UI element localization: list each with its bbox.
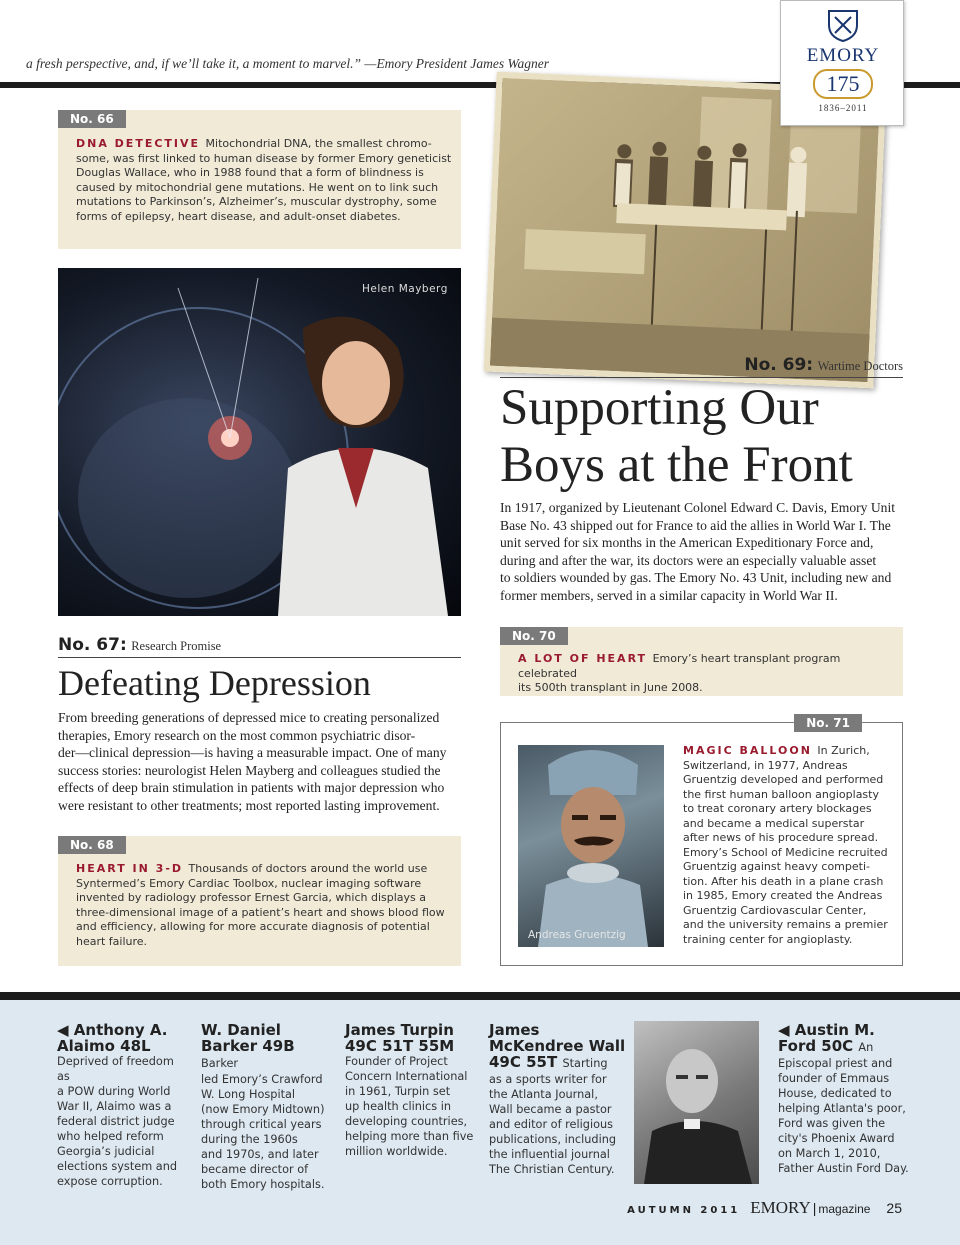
name-line: Alaimo 48L <box>57 1037 151 1055</box>
alumnus-name <box>57 1022 189 1054</box>
text-line: Mitochondrial DNA, the smallest chromo- <box>205 137 432 150</box>
strip-rule <box>0 992 960 1000</box>
description-start: Starting <box>562 1057 608 1070</box>
description-start: Barker <box>201 1057 239 1070</box>
brain-scan-illustration <box>58 268 461 616</box>
item-68-text <box>76 862 456 949</box>
name-line: James Turpin <box>345 1021 454 1039</box>
text-line: mutations to Parkinson’s, Alzheimer’s, muscular dystrophy, some <box>76 195 437 208</box>
alumnus-description: Episcopal priest and founder of Emmaus House, dedicated to helping Atlanta's poor, Ford was given the city's Phoenix Award on March 1, 2010, Father Austin Ford Day. <box>778 1057 909 1175</box>
photo-caption: Helen Mayberg <box>362 283 448 295</box>
text-line: Switzerland, in 1977, Andreas <box>683 758 848 772</box>
text-line: after news of his procedure spread. <box>683 831 879 844</box>
text-line: to treat coronary artery blockages <box>683 802 872 815</box>
emory-175-logo <box>780 0 904 126</box>
text-line: three-dimensional image of a patient’s heart and shows blood flow <box>76 905 445 919</box>
text-line: were resistant to other treatments; most reported lasting improvement. <box>58 797 440 813</box>
pull-quote: a fresh perspective, and, if we’ll take it, a moment to marvel.” —Emory President James Wagner <box>26 56 550 71</box>
issue-season: AUTUMN 2011 <box>627 1205 741 1216</box>
helen-mayberg-photo <box>58 268 461 616</box>
item-number: No. 67: <box>58 635 127 655</box>
text-line: der—clinical depression—is having a measurable impact. One of many <box>58 745 447 760</box>
name-line: McKendree Wall <box>489 1037 626 1055</box>
name-line: Barker 49B <box>201 1037 295 1055</box>
text-line: therapies, Emory research on the most common psychiatric disor- <box>58 727 416 743</box>
item-number: No. 69: <box>744 355 814 375</box>
item-70-box <box>500 627 903 696</box>
alumnus-wall <box>489 1022 629 1177</box>
item-69-title <box>500 380 853 494</box>
name-line: Austin M. <box>794 1021 875 1039</box>
item-lead: HEART IN 3-D <box>76 862 184 875</box>
arrow-left-icon: ◀ <box>57 1021 69 1039</box>
logo-wordmark: EMORY <box>806 45 880 66</box>
item-number-tag: No. 68 <box>58 836 126 854</box>
text-line: and efficiency, allowing for more accurate diagnosis of potential <box>76 920 430 933</box>
name-line: Ford 50C <box>778 1037 854 1055</box>
alumnus-ford <box>778 1022 910 1176</box>
item-67-header <box>58 635 461 658</box>
alumnus-alaimo <box>57 1022 189 1189</box>
alumnus-name <box>345 1022 477 1054</box>
alumnus-name <box>201 1022 333 1072</box>
item-number-tag: No. 70 <box>500 627 568 645</box>
item-lead: MAGIC BALLOON <box>683 744 812 757</box>
logo-years: 1836–2011 <box>818 103 868 113</box>
text-line: Base No. 43 shipped out for France to aid the allies in World War I. The <box>500 517 891 533</box>
text-line: heart failure. <box>76 934 148 948</box>
item-69-header <box>500 355 903 378</box>
item-69-body <box>500 499 910 604</box>
text-line: during and after the war, its doctors were an especially valuable asset <box>500 552 877 568</box>
text-line: Emory’s heart transplant program celebrated <box>518 652 841 680</box>
text-line: invented by radiology professor Ernest Garcia, which displays a <box>76 891 426 904</box>
item-category: Wartime Doctors <box>817 359 903 373</box>
text-line: training center for angioplasty. <box>683 932 853 946</box>
text-line: success stories: neurologist Helen Mayberg and colleagues studied the <box>58 762 441 778</box>
text-line: Thousands of doctors around the world use <box>188 862 428 875</box>
item-70-text <box>518 652 898 696</box>
text-line: Gruentzig developed and performed <box>683 773 884 786</box>
item-number-tag: No. 71 <box>794 714 862 732</box>
item-67-body <box>58 709 468 814</box>
item-lead: DNA DETECTIVE <box>76 137 201 150</box>
magazine-brand: EMORY | magazine <box>750 1198 871 1217</box>
text-line: forms of epilepsy, heart disease, and adult-onset diabetes. <box>76 209 401 223</box>
name-line: James <box>489 1021 540 1039</box>
alumnus-description: led Emory’s Crawford W. Long Hospital (now Emory Midtown) through critical years during the 1960s and 1970s, and later became director of both Emory hospitals. <box>201 1073 325 1191</box>
text-line: former members, served in a similar capacity in World War II. <box>500 587 838 603</box>
item-category: Research Promise <box>131 639 222 653</box>
item-68-box <box>58 836 461 966</box>
alumnus-name <box>778 1022 910 1056</box>
text-line: and the university remains a premier <box>683 918 888 931</box>
item-67-title: Defeating Depression <box>58 663 371 703</box>
name-line: 49C 51T 55M <box>345 1037 455 1055</box>
title-line: Supporting Our <box>500 380 819 436</box>
alumnus-description: Founder of Project Concern International in 1961, Turpin set up health clinics in developing countries, helping more than five million worldwide. <box>345 1055 474 1158</box>
description-start: An <box>858 1041 874 1054</box>
text-line: Gruentzig against heavy competi- <box>683 860 870 873</box>
photo-caption: Andreas Gruentzig <box>528 929 626 941</box>
text-line: From breeding generations of depressed mice to creating personalized <box>58 710 440 725</box>
text-line: caused by mitochondrial gene mutations. He went on to link such <box>76 180 439 194</box>
alumnus-description: Deprived of freedom as a POW during World War II, Alaimo was a federal district judge who helped reform Georgia’s judicial elections system and expose corruption. <box>57 1055 178 1188</box>
item-lead: A LOT OF HEART <box>518 652 648 665</box>
austin-ford-photo <box>634 1021 759 1184</box>
alumnus-name <box>489 1022 629 1072</box>
text-line: effects of deep brain stimulation in patients with major depression who <box>58 780 445 795</box>
text-line: In Zurich, <box>817 744 870 757</box>
text-line: some, was first linked to human disease by former Emory geneticist <box>76 151 452 165</box>
item-66-text <box>76 137 456 224</box>
alumnus-barker <box>201 1022 333 1192</box>
item-71-text <box>683 744 898 947</box>
text-line: Emory’s School of Medicine recruited <box>683 845 888 859</box>
page-footer <box>627 1198 902 1218</box>
item-number-tag: No. 66 <box>58 110 126 128</box>
text-line: Gruentzig Cardiovascular Center, <box>683 903 867 917</box>
text-line: Douglas Wallace, who in 1988 found that a form of blindness is <box>76 166 424 179</box>
logo-anniversary-number: 175 <box>813 69 873 99</box>
text-line: In 1917, organized by Lieutenant Colonel Edward C. Davis, Emory Unit <box>500 500 896 515</box>
text-line: tion. After his death in a plane crash <box>683 874 884 888</box>
text-line: the first human balloon angioplasty <box>683 787 879 801</box>
title-line: Boys at the Front <box>500 437 853 493</box>
text-line: to soldiers wounded by gas. The Emory No. 43 Unit, including new and <box>500 570 892 585</box>
text-line: unit served for six months in the American Expeditionary Force and, <box>500 535 874 550</box>
surgeon-illustration <box>518 745 664 947</box>
text-line: in 1985, Emory created the Andreas <box>683 889 883 902</box>
andreas-gruentzig-photo <box>518 745 664 947</box>
item-66-box <box>58 110 461 249</box>
name-line: Anthony A. <box>73 1021 168 1039</box>
arrow-left-icon: ◀ <box>778 1021 790 1039</box>
alumnus-turpin <box>345 1022 477 1159</box>
alumnus-description: as a sports writer for the Atlanta Journal, Wall became a pastor and editor of religious publications, including the influential journal The Christian Century. <box>489 1073 617 1176</box>
name-line: 49C 55T <box>489 1053 558 1071</box>
text-line: its 500th transplant in June 2008. <box>518 681 703 694</box>
name-line: W. Daniel <box>201 1021 281 1039</box>
text-line: and became a medical superstar <box>683 816 865 830</box>
page-number: 25 <box>886 1200 902 1216</box>
portrait-illustration <box>634 1021 759 1184</box>
text-line: Syntermed’s Emory Cardiac Toolbox, nuclear imaging software <box>76 876 422 890</box>
torch-seal-icon <box>781 7 905 48</box>
